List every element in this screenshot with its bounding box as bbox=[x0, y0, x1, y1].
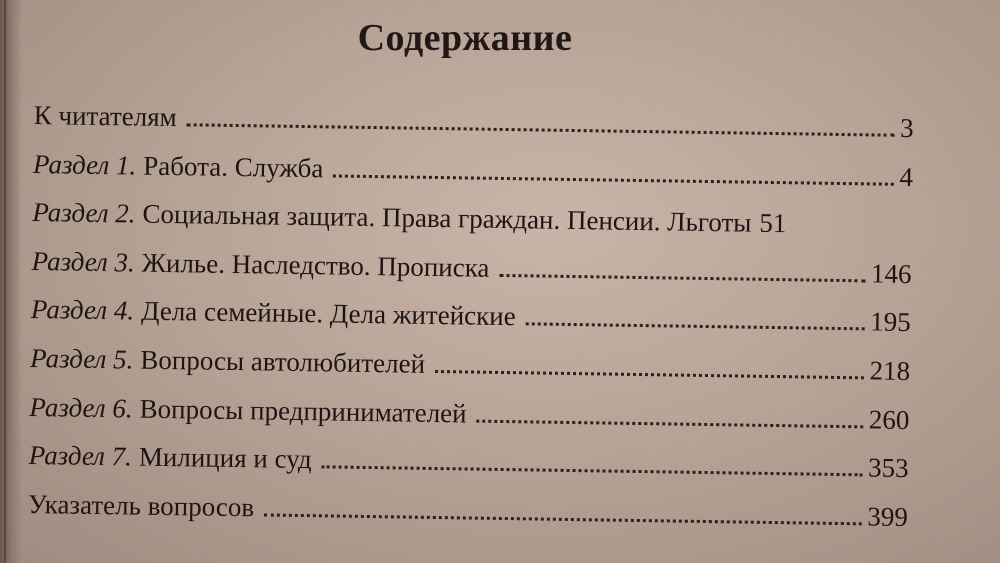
toc-entry-page: 399 bbox=[867, 501, 909, 532]
page-title: Содержание bbox=[357, 17, 573, 59]
toc-entry-page: 353 bbox=[867, 452, 909, 484]
page-spine-edge bbox=[4, 0, 6, 563]
toc-entry-label: Вопросы автолюбителей bbox=[140, 344, 426, 379]
toc-leader-dots bbox=[322, 465, 862, 476]
toc-entry-page: 4 bbox=[899, 161, 914, 192]
toc-entry-label: Жилье. Наследство. Прописка bbox=[141, 247, 490, 283]
toc-entry-page: 146 bbox=[870, 258, 912, 289]
toc-entry-prefix: Раздел 1. bbox=[32, 148, 137, 181]
toc-entry-prefix: Раздел 4. bbox=[30, 294, 135, 326]
toc-entry-page: 195 bbox=[870, 306, 912, 338]
toc-entry-label: К читателям bbox=[33, 100, 177, 133]
toc-entry-prefix: Раздел 5. bbox=[29, 342, 134, 375]
toc-entry-label: Милиция и суд bbox=[138, 441, 312, 475]
toc-leader-dots bbox=[499, 274, 865, 282]
toc-entry-label: Указатель вопросов bbox=[27, 488, 255, 523]
toc-entry-page: 218 bbox=[869, 355, 911, 386]
toc-entry-prefix: Раздел 6. bbox=[29, 391, 133, 424]
toc-entry-prefix: Раздел 7. bbox=[28, 440, 133, 472]
toc-leader-dots bbox=[526, 323, 865, 331]
toc-entry-label: Работа. Служба bbox=[143, 150, 324, 183]
toc-leader-dots bbox=[187, 123, 894, 136]
toc-entry-page: 51 bbox=[759, 207, 787, 239]
toc-entry-label: Дела семейные. Дела житейские bbox=[140, 295, 516, 332]
toc-entry-page: 260 bbox=[868, 403, 910, 435]
toc-entry-label: Вопросы предпринимателей bbox=[139, 393, 467, 429]
toc-leader-dots bbox=[435, 370, 864, 379]
toc-entry-page: 3 bbox=[899, 112, 914, 144]
toc-leader-dots bbox=[264, 513, 861, 525]
toc-entry-prefix: Раздел 3. bbox=[31, 245, 136, 278]
table-of-contents bbox=[28, 100, 914, 550]
toc-entry-label: Социальная защита. Права граждан. Пенсии. Льготы bbox=[142, 198, 752, 238]
toc-leader-dots bbox=[333, 174, 893, 185]
toc-entry-prefix: Раздел 2. bbox=[32, 197, 136, 229]
toc-leader-dots bbox=[476, 419, 862, 428]
